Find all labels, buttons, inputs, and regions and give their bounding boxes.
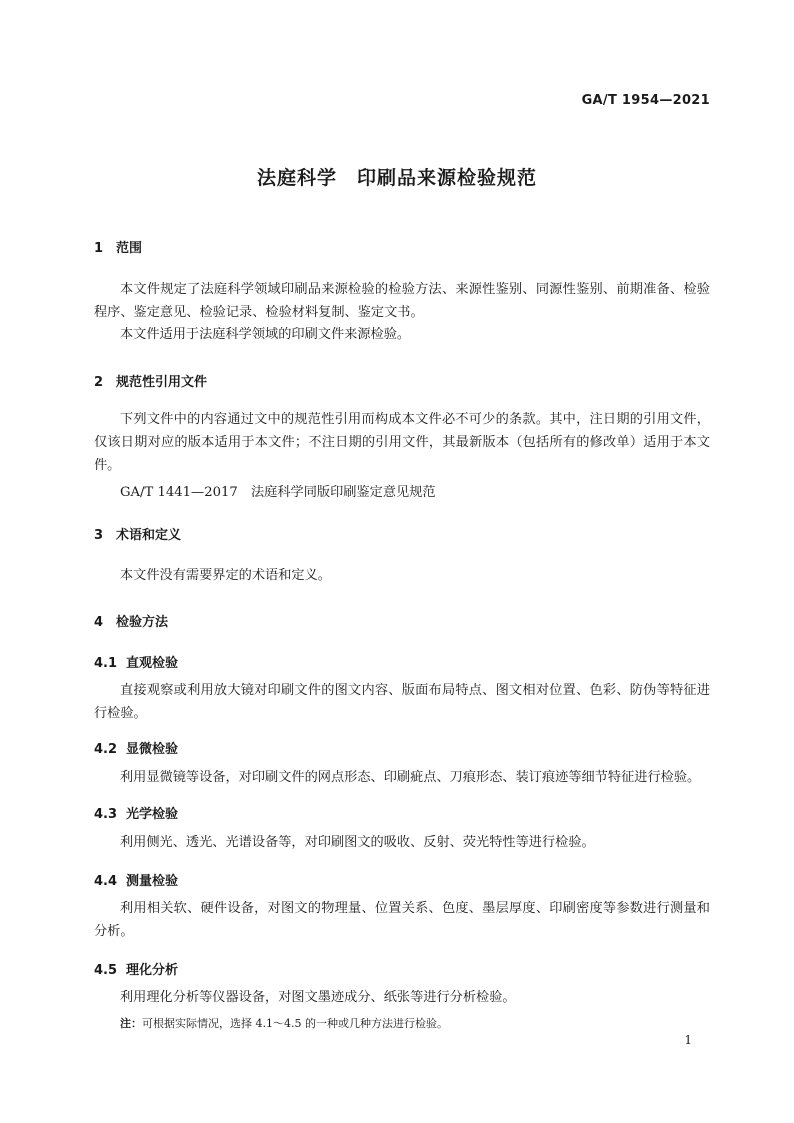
subsection-4-5-text: 利用理化分析等仪器设备，对图文墨迹成分、纸张等进行分析检验。 (120, 990, 516, 1005)
subsection-4-4-text: 利用相关软、硬件设备，对图文的物理量、位置关系、色度、墨层厚度、印刷密度等参数进行测量和分析。 (94, 901, 710, 939)
subsection-4-4-heading (94, 870, 178, 889)
section-3-heading (94, 524, 181, 543)
section-title: 规范性引用文件 (116, 375, 208, 390)
subsection-4-3-heading (94, 803, 178, 822)
page-number: 1 (684, 1033, 692, 1047)
document-title: 法庭科学 印刷品来源检验规范 (256, 167, 537, 189)
section-1-paragraph-1: 本文件规定了法庭科学领域印刷品来源检验的检验方法、来源性鉴别、同源性鉴别、前期准备、检验程序、鉴定意见、检验记录、检验材料复制、鉴定文书。 (94, 282, 710, 320)
subsection-4-2-text: 利用显微镜等设备，对印刷文件的网点形态、印刷疵点、刀痕形态、装订痕迹等细节特征进行检验。 (120, 770, 701, 785)
section-1-heading (94, 237, 142, 256)
section-1-paragraph-2: 本文件适用于法庭科学领域的印刷文件来源检验。 (120, 327, 411, 342)
note-text: 可根据实际情况，选择 4.1～4.5 的一种或几种方法进行检验。 (142, 1017, 448, 1030)
subsection-title: 测量检验 (126, 874, 179, 889)
subsection-4-2-heading (94, 738, 178, 757)
section-3-paragraph-1: 本文件没有需要界定的术语和定义。 (120, 568, 331, 583)
method-note (120, 1015, 448, 1031)
subsection-title: 理化分析 (126, 963, 179, 978)
note-label: 注： (120, 1017, 142, 1030)
section-title: 范围 (116, 241, 143, 256)
subsection-title: 显微检验 (126, 742, 179, 757)
section-2-heading (94, 371, 207, 390)
subsection-number: 4.5 (94, 963, 118, 978)
standard-code: GA/T 1954—2021 (581, 93, 710, 108)
section-number: 2 (94, 375, 104, 390)
subsection-title: 直观检验 (126, 656, 179, 671)
subsection-number: 4.4 (94, 874, 118, 889)
section-number: 3 (94, 528, 104, 543)
subsection-4-3-text: 利用侧光、透光、光谱设备等，对印刷图文的吸收、反射、荧光特性等进行检验。 (120, 835, 595, 850)
section-number: 1 (94, 241, 104, 256)
section-title: 检验方法 (116, 615, 169, 630)
subsection-number: 4.1 (94, 656, 118, 671)
subsection-4-5-heading (94, 959, 178, 978)
subsection-number: 4.3 (94, 807, 118, 822)
subsection-4-1-text: 直接观察或利用放大镜对印刷文件的图文内容、版面布局特点、图文相对位置、色彩、防伪等特征进行检验。 (94, 683, 710, 721)
section-number: 4 (94, 615, 104, 630)
section-4-heading (94, 611, 168, 630)
subsection-4-1-heading (94, 652, 178, 671)
normative-reference: GA/T 1441—2017 法庭科学同版印刷鉴定意见规范 (120, 485, 436, 500)
subsection-number: 4.2 (94, 742, 118, 757)
section-2-paragraph-1: 下列文件中的内容通过文中的规范性引用而构成本文件必不可少的条款。其中，注日期的引用文件，仅该日期对应的版本适用于本文件；不注日期的引用文件，其最新版本（包括所有的修改单）适用于本文件。 (94, 412, 710, 473)
subsection-title: 光学检验 (126, 807, 179, 822)
section-title: 术语和定义 (116, 528, 182, 543)
